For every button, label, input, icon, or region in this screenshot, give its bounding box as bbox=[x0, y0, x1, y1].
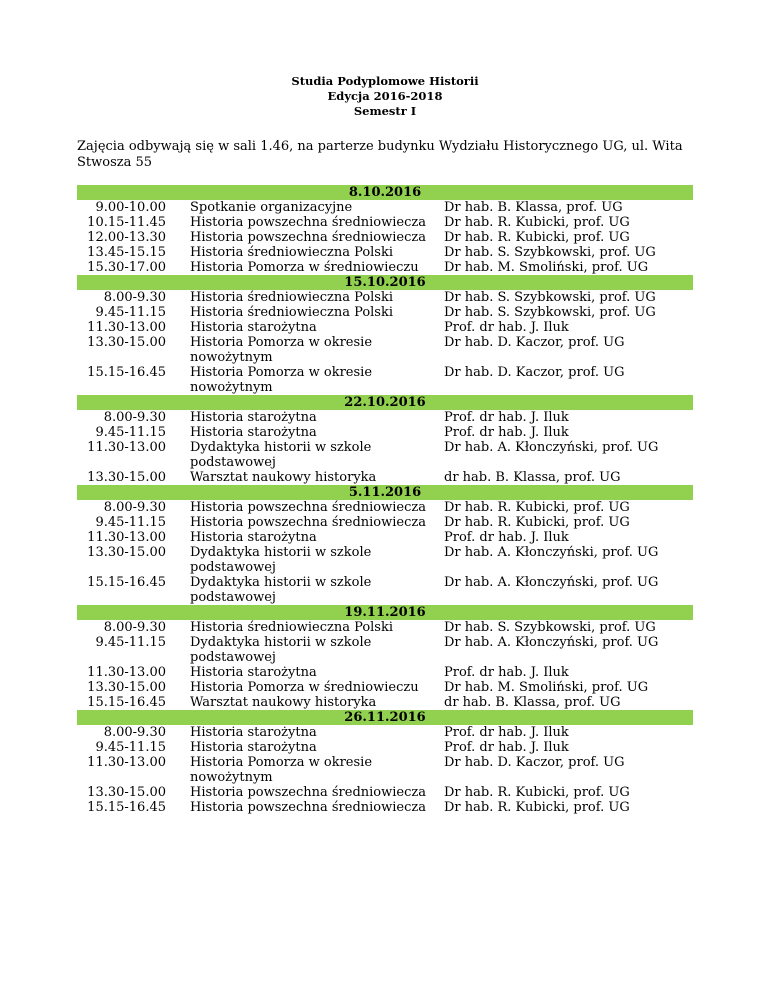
column-spacer bbox=[430, 425, 444, 440]
date-heading: 5.11.2016 bbox=[77, 485, 693, 500]
session-row bbox=[77, 725, 693, 740]
session-row bbox=[77, 260, 693, 275]
edition-label: Edycja 2016-2018 bbox=[327, 89, 443, 103]
session-lecturer: Dr hab. S. Szybkowski, prof. UG bbox=[444, 245, 656, 260]
column-spacer bbox=[430, 800, 444, 815]
session-row bbox=[77, 290, 693, 305]
session-row bbox=[77, 530, 693, 545]
session-subject: Historia Pomorza w okresie nowożytnym bbox=[190, 335, 373, 365]
column-spacer bbox=[430, 260, 444, 275]
date-heading: 15.10.2016 bbox=[77, 275, 693, 290]
column-spacer bbox=[430, 665, 444, 680]
session-row bbox=[77, 335, 693, 365]
session-subject: Historia Pomorza w okresie nowożytnym bbox=[190, 365, 373, 395]
session-time: 8.00-9.30 bbox=[103, 725, 166, 740]
session-time: 10.15-11.45 bbox=[87, 215, 166, 230]
location-note: Zajęcia odbywają się w sali 1.46, na parterze budynku Wydziału Historycznego UG, ul. Wita Stwosza 55 bbox=[77, 139, 683, 170]
session-subject: Historia średniowieczna Polski bbox=[190, 290, 394, 305]
session-lecturer: Dr hab. B. Klassa, prof. UG bbox=[444, 200, 623, 215]
column-spacer bbox=[166, 425, 190, 440]
column-spacer bbox=[430, 200, 444, 215]
column-spacer bbox=[166, 440, 190, 470]
session-time: 13.30-15.00 bbox=[87, 545, 166, 560]
session-row bbox=[77, 620, 693, 635]
session-lecturer: Dr hab. D. Kaczor, prof. UG bbox=[444, 755, 625, 770]
session-row bbox=[77, 500, 693, 515]
column-spacer bbox=[430, 320, 444, 335]
semester-label: Semestr I bbox=[353, 104, 417, 118]
column-spacer bbox=[430, 635, 444, 665]
session-time: 9.45-11.15 bbox=[95, 425, 166, 440]
session-lecturer: Prof. dr hab. J. Iluk bbox=[444, 725, 569, 740]
column-spacer bbox=[166, 725, 190, 740]
session-row bbox=[77, 785, 693, 800]
session-subject: Historia starożytna bbox=[190, 530, 317, 545]
column-spacer bbox=[166, 635, 190, 665]
session-time: 13.30-15.00 bbox=[87, 680, 166, 695]
session-subject: Dydaktyka historii w szkole podstawowej bbox=[190, 575, 372, 605]
session-lecturer: dr hab. B. Klassa, prof. UG bbox=[444, 695, 621, 710]
column-spacer bbox=[430, 440, 444, 470]
column-spacer bbox=[166, 200, 190, 215]
column-spacer bbox=[166, 695, 190, 710]
session-subject: Spotkanie organizacyjne bbox=[190, 200, 353, 215]
session-subject: Historia Pomorza w średniowieczu bbox=[190, 680, 419, 695]
session-lecturer: Dr hab. R. Kubicki, prof. UG bbox=[444, 515, 630, 530]
column-spacer bbox=[166, 515, 190, 530]
column-spacer bbox=[430, 500, 444, 515]
column-spacer bbox=[166, 215, 190, 230]
date-heading: 22.10.2016 bbox=[77, 395, 693, 410]
session-lecturer: Dr hab. S. Szybkowski, prof. UG bbox=[444, 620, 656, 635]
session-row bbox=[77, 575, 693, 605]
session-time: 15.15-16.45 bbox=[87, 575, 166, 590]
session-subject: Historia średniowieczna Polski bbox=[190, 305, 394, 320]
column-spacer bbox=[430, 365, 444, 395]
session-time: 13.30-15.00 bbox=[87, 335, 166, 350]
session-time: 15.15-16.45 bbox=[87, 365, 166, 380]
column-spacer bbox=[166, 665, 190, 680]
column-spacer bbox=[430, 575, 444, 605]
session-lecturer: Dr hab. A. Kłonczyński, prof. UG bbox=[444, 440, 659, 455]
session-subject: Warsztat naukowy historyka bbox=[190, 695, 377, 710]
session-lecturer: dr hab. B. Klassa, prof. UG bbox=[444, 470, 621, 485]
date-row bbox=[77, 710, 693, 725]
session-row bbox=[77, 230, 693, 245]
session-row bbox=[77, 365, 693, 395]
session-row bbox=[77, 410, 693, 425]
session-lecturer: Dr hab. R. Kubicki, prof. UG bbox=[444, 800, 630, 815]
session-subject: Historia starożytna bbox=[190, 410, 317, 425]
column-spacer bbox=[166, 410, 190, 425]
session-time: 9.45-11.15 bbox=[95, 635, 166, 650]
session-row bbox=[77, 695, 693, 710]
session-subject: Historia powszechna średniowiecza bbox=[190, 800, 426, 815]
session-row bbox=[77, 245, 693, 260]
date-row bbox=[77, 395, 693, 410]
session-time: 9.45-11.15 bbox=[95, 305, 166, 320]
session-subject: Historia powszechna średniowiecza bbox=[190, 215, 426, 230]
session-subject: Historia powszechna średniowiecza bbox=[190, 230, 426, 245]
session-subject: Dydaktyka historii w szkole podstawowej bbox=[190, 545, 372, 575]
column-spacer bbox=[166, 740, 190, 755]
column-spacer bbox=[166, 530, 190, 545]
session-lecturer: Prof. dr hab. J. Iluk bbox=[444, 410, 569, 425]
session-lecturer: Dr hab. M. Smoliński, prof. UG bbox=[444, 260, 649, 275]
column-spacer bbox=[430, 305, 444, 320]
column-spacer bbox=[166, 800, 190, 815]
session-row bbox=[77, 215, 693, 230]
date-row bbox=[77, 275, 693, 290]
column-spacer bbox=[166, 470, 190, 485]
session-time: 13.30-15.00 bbox=[87, 785, 166, 800]
date-row bbox=[77, 485, 693, 500]
session-row bbox=[77, 200, 693, 215]
column-spacer bbox=[430, 545, 444, 575]
session-row bbox=[77, 635, 693, 665]
column-spacer bbox=[430, 335, 444, 365]
session-time: 11.30-13.00 bbox=[87, 530, 166, 545]
column-spacer bbox=[430, 290, 444, 305]
schedule-body bbox=[77, 185, 693, 815]
column-spacer bbox=[166, 305, 190, 320]
session-lecturer: Dr hab. M. Smoliński, prof. UG bbox=[444, 680, 649, 695]
column-spacer bbox=[166, 365, 190, 395]
date-heading: 8.10.2016 bbox=[77, 185, 693, 200]
session-row bbox=[77, 425, 693, 440]
session-row bbox=[77, 740, 693, 755]
session-lecturer: Dr hab. D. Kaczor, prof. UG bbox=[444, 365, 625, 380]
session-lecturer: Dr hab. R. Kubicki, prof. UG bbox=[444, 500, 630, 515]
session-lecturer: Prof. dr hab. J. Iluk bbox=[444, 665, 569, 680]
session-lecturer: Prof. dr hab. J. Iluk bbox=[444, 530, 569, 545]
column-spacer bbox=[430, 410, 444, 425]
session-time: 15.15-16.45 bbox=[87, 695, 166, 710]
column-spacer bbox=[166, 335, 190, 365]
column-spacer bbox=[166, 755, 190, 785]
session-subject: Historia starożytna bbox=[190, 665, 317, 680]
session-subject: Historia powszechna średniowiecza bbox=[190, 515, 426, 530]
session-subject: Historia średniowieczna Polski bbox=[190, 245, 394, 260]
session-lecturer: Dr hab. A. Kłonczyński, prof. UG bbox=[444, 635, 659, 650]
column-spacer bbox=[166, 620, 190, 635]
session-time: 8.00-9.30 bbox=[103, 620, 166, 635]
column-spacer bbox=[430, 215, 444, 230]
date-row bbox=[77, 185, 693, 200]
column-spacer bbox=[430, 230, 444, 245]
session-subject: Historia średniowieczna Polski bbox=[190, 620, 394, 635]
column-spacer bbox=[166, 680, 190, 695]
session-row bbox=[77, 755, 693, 785]
session-lecturer: Dr hab. A. Kłonczyński, prof. UG bbox=[444, 575, 659, 590]
session-subject: Historia powszechna średniowiecza bbox=[190, 785, 426, 800]
column-spacer bbox=[166, 290, 190, 305]
session-lecturer: Dr hab. R. Kubicki, prof. UG bbox=[444, 230, 630, 245]
column-spacer bbox=[166, 575, 190, 605]
session-lecturer: Dr hab. S. Szybkowski, prof. UG bbox=[444, 305, 656, 320]
session-time: 13.45-15.15 bbox=[87, 245, 166, 260]
session-lecturer: Dr hab. R. Kubicki, prof. UG bbox=[444, 785, 630, 800]
schedule-table bbox=[77, 185, 693, 815]
session-subject: Historia starożytna bbox=[190, 725, 317, 740]
session-lecturer: Dr hab. A. Kłonczyński, prof. UG bbox=[444, 545, 659, 560]
column-spacer bbox=[430, 785, 444, 800]
session-row bbox=[77, 305, 693, 320]
date-heading: 19.11.2016 bbox=[77, 605, 693, 620]
session-time: 11.30-13.00 bbox=[87, 320, 166, 335]
session-time: 11.30-13.00 bbox=[87, 755, 166, 770]
session-time: 9.45-11.15 bbox=[95, 740, 166, 755]
session-time: 11.30-13.00 bbox=[87, 440, 166, 455]
session-subject: Dydaktyka historii w szkole podstawowej bbox=[190, 440, 372, 470]
column-spacer bbox=[430, 740, 444, 755]
session-lecturer: Prof. dr hab. J. Iluk bbox=[444, 425, 569, 440]
column-spacer bbox=[166, 545, 190, 575]
session-row bbox=[77, 545, 693, 575]
session-time: 9.45-11.15 bbox=[95, 515, 166, 530]
column-spacer bbox=[430, 680, 444, 695]
document-page bbox=[77, 74, 693, 815]
document-header bbox=[77, 74, 693, 119]
session-row bbox=[77, 515, 693, 530]
date-row bbox=[77, 605, 693, 620]
session-subject: Historia Pomorza w średniowieczu bbox=[190, 260, 419, 275]
column-spacer bbox=[166, 500, 190, 515]
session-row bbox=[77, 665, 693, 680]
column-spacer bbox=[430, 695, 444, 710]
session-time: 9.00-10.00 bbox=[95, 200, 166, 215]
date-heading: 26.11.2016 bbox=[77, 710, 693, 725]
session-time: 15.15-16.45 bbox=[87, 800, 166, 815]
session-time: 15.30-17.00 bbox=[87, 260, 166, 275]
column-spacer bbox=[430, 515, 444, 530]
session-time: 8.00-9.30 bbox=[103, 290, 166, 305]
session-time: 12.00-13.30 bbox=[87, 230, 166, 245]
session-row bbox=[77, 470, 693, 485]
session-lecturer: Prof. dr hab. J. Iluk bbox=[444, 740, 569, 755]
session-row bbox=[77, 680, 693, 695]
column-spacer bbox=[166, 320, 190, 335]
column-spacer bbox=[166, 230, 190, 245]
program-title: Studia Podyplomowe Historii bbox=[291, 74, 479, 88]
column-spacer bbox=[166, 245, 190, 260]
session-subject: Historia starożytna bbox=[190, 740, 317, 755]
session-lecturer: Dr hab. D. Kaczor, prof. UG bbox=[444, 335, 625, 350]
session-row bbox=[77, 800, 693, 815]
column-spacer bbox=[166, 260, 190, 275]
column-spacer bbox=[430, 620, 444, 635]
column-spacer bbox=[430, 530, 444, 545]
session-row bbox=[77, 440, 693, 470]
session-lecturer: Dr hab. R. Kubicki, prof. UG bbox=[444, 215, 630, 230]
column-spacer bbox=[430, 470, 444, 485]
column-spacer bbox=[430, 725, 444, 740]
column-spacer bbox=[166, 785, 190, 800]
session-time: 8.00-9.30 bbox=[103, 500, 166, 515]
session-row bbox=[77, 320, 693, 335]
column-spacer bbox=[430, 245, 444, 260]
session-subject: Dydaktyka historii w szkole podstawowej bbox=[190, 635, 372, 665]
session-time: 11.30-13.00 bbox=[87, 665, 166, 680]
session-lecturer: Dr hab. S. Szybkowski, prof. UG bbox=[444, 290, 656, 305]
session-subject: Historia Pomorza w okresie nowożytnym bbox=[190, 755, 373, 785]
column-spacer bbox=[430, 755, 444, 785]
session-subject: Historia starożytna bbox=[190, 425, 317, 440]
session-subject: Warsztat naukowy historyka bbox=[190, 470, 377, 485]
session-subject: Historia powszechna średniowiecza bbox=[190, 500, 426, 515]
session-time: 8.00-9.30 bbox=[103, 410, 166, 425]
session-lecturer: Prof. dr hab. J. Iluk bbox=[444, 320, 569, 335]
session-time: 13.30-15.00 bbox=[87, 470, 166, 485]
session-subject: Historia starożytna bbox=[190, 320, 317, 335]
